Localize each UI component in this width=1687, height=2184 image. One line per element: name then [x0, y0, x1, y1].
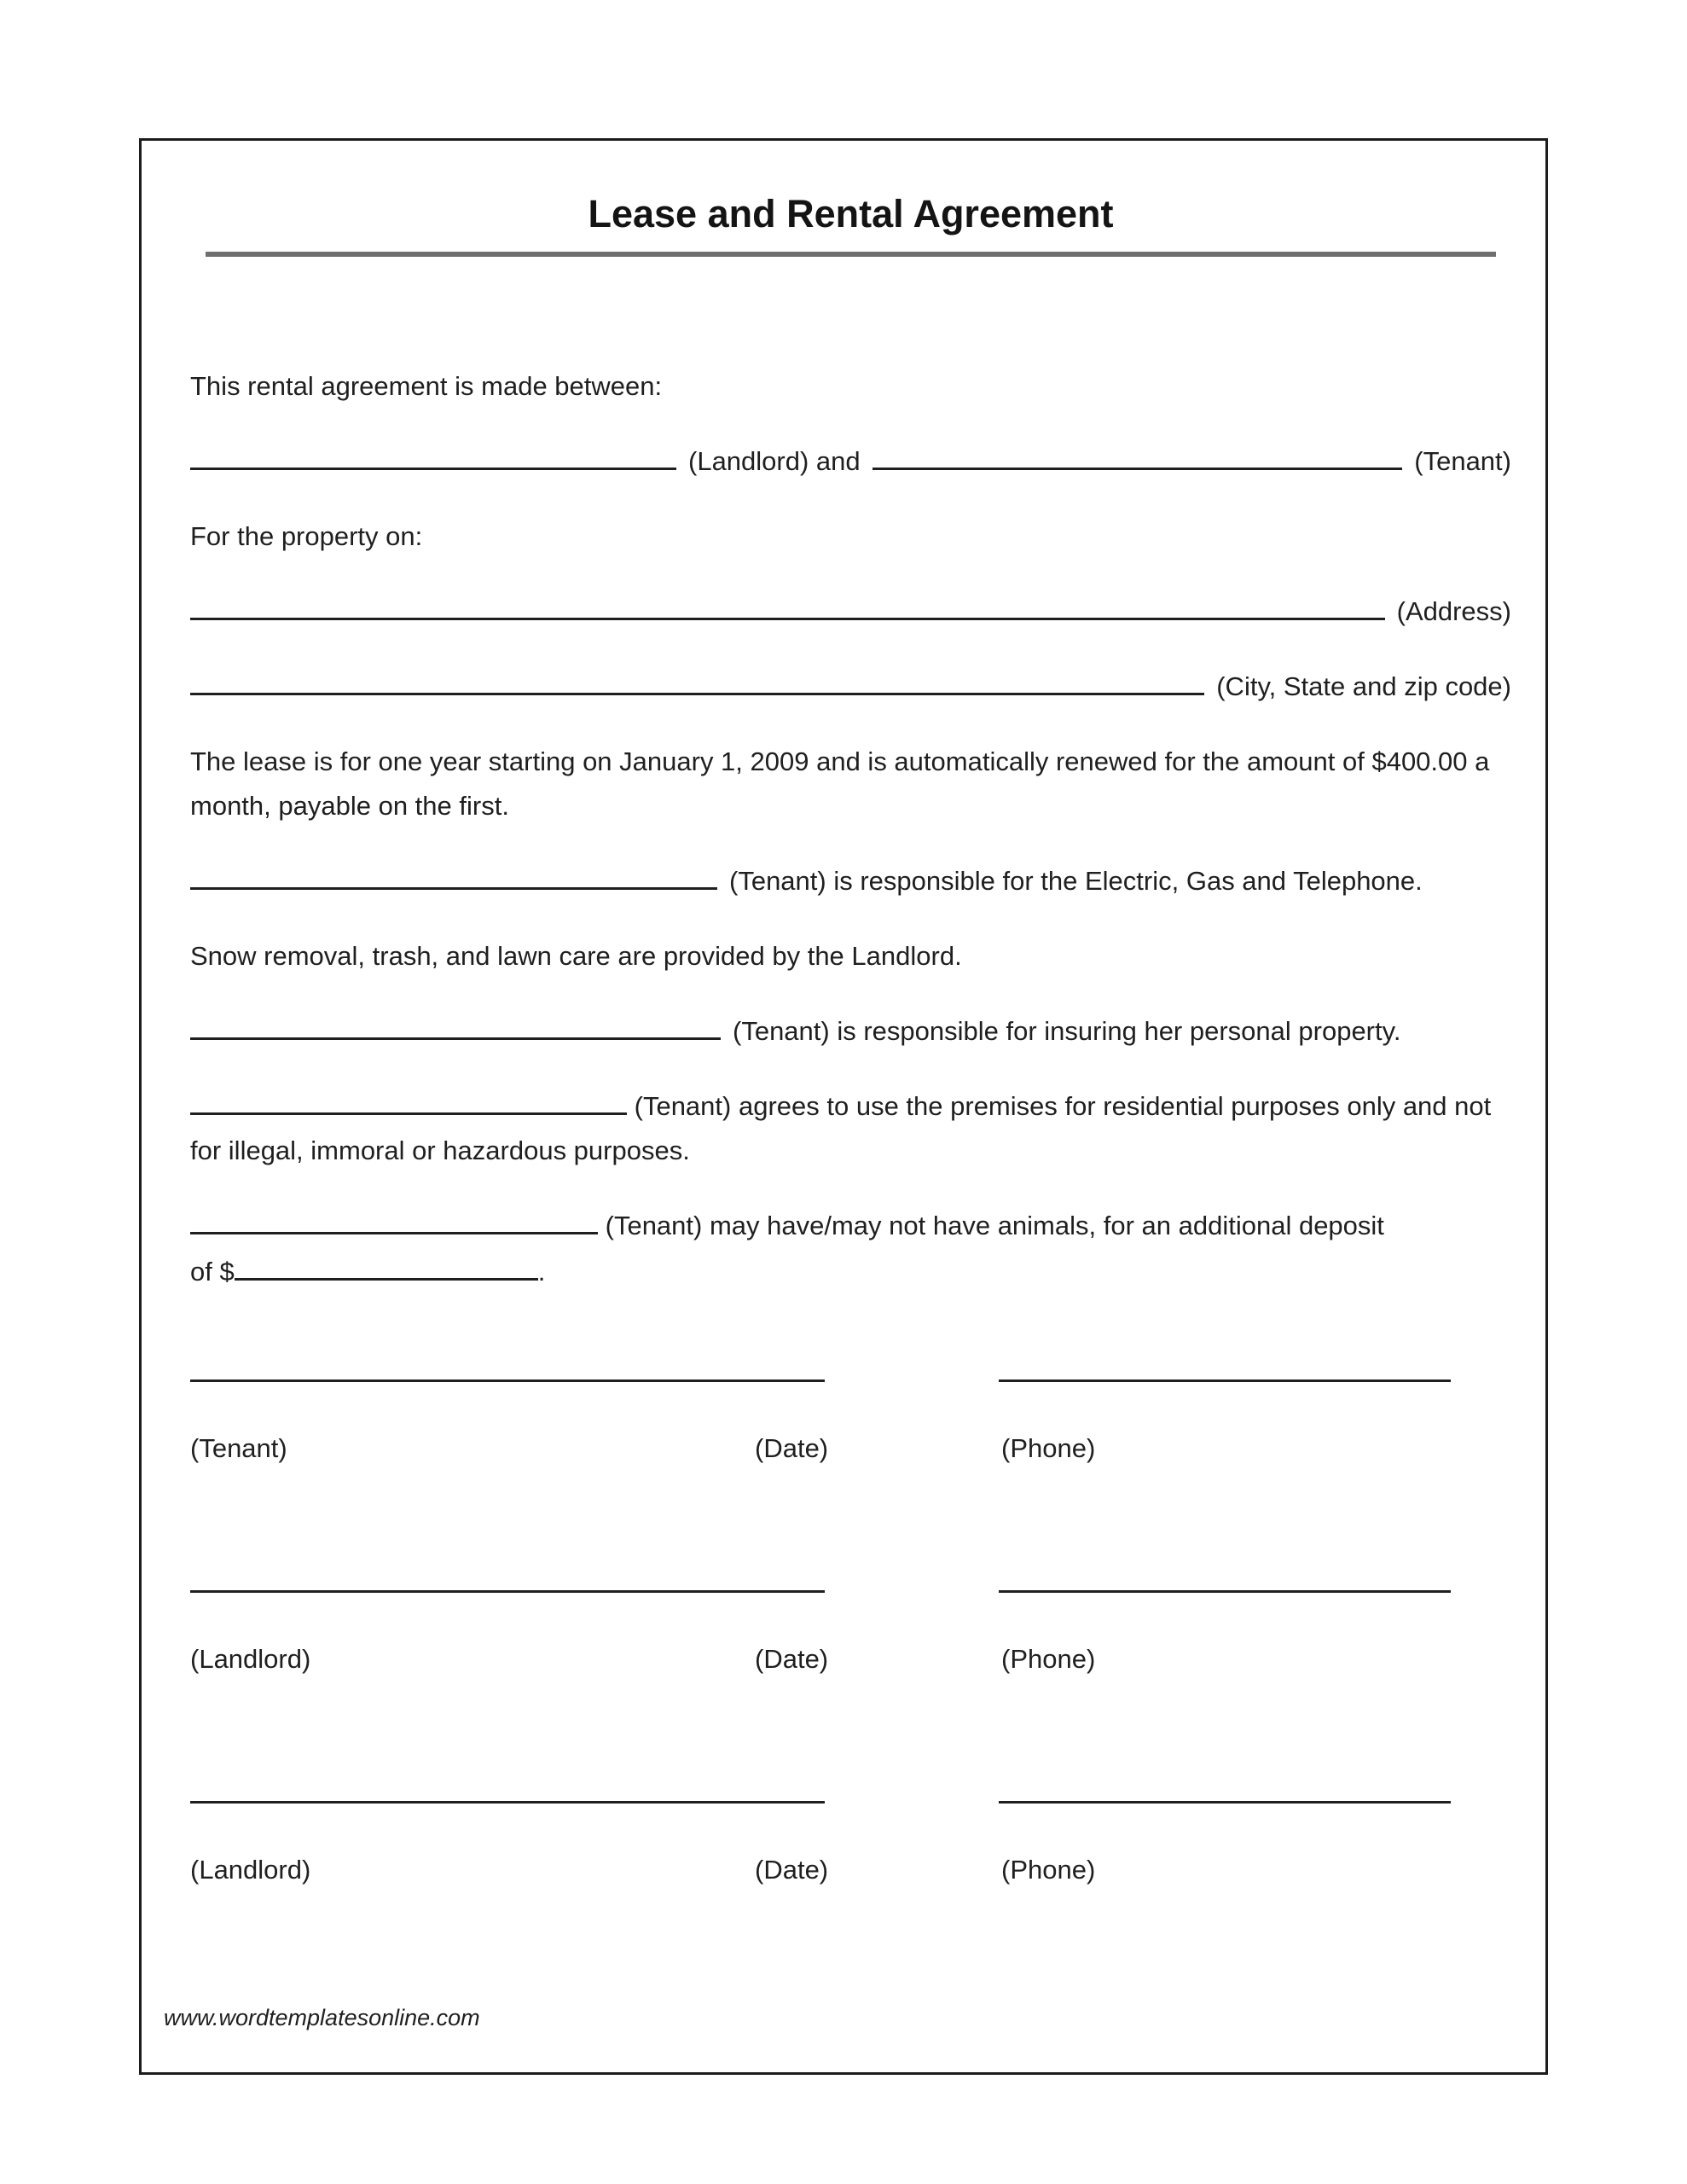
signature-lines [190, 1590, 1511, 1593]
signature-row-tenant [190, 1380, 1511, 1471]
tenant-label: (Tenant) [1414, 446, 1511, 476]
signature-labels [190, 1426, 1511, 1471]
signature-row-landlord-1 [190, 1590, 1511, 1682]
animals-tenant-blank [190, 1206, 598, 1234]
signature-labels [190, 1848, 1511, 1892]
landlord-provides-line: Snow removal, trash, and lawn care are provided by the Landlord. [190, 941, 962, 971]
tenant-name-blank [872, 442, 1403, 470]
phone-label: (Phone) [1001, 1644, 1096, 1674]
landlord-phone-line [999, 1590, 1451, 1593]
date-label: (Date) [755, 1433, 829, 1463]
document-title: Lease and Rental Agreement [588, 192, 1114, 235]
address-blank [190, 592, 1385, 620]
deposit-prefix-text: of $ [190, 1257, 235, 1287]
animals-paragraph [190, 1204, 1511, 1248]
premises-use-paragraph [190, 1084, 1511, 1173]
premises-tenant-blank [190, 1087, 627, 1115]
intro-line: This rental agreement is made between: [190, 371, 663, 401]
city-state-zip-blank [190, 667, 1204, 695]
document-sheet-border [139, 138, 1548, 2075]
date-label: (Date) [755, 1855, 829, 1885]
phone-label: (Phone) [1001, 1433, 1096, 1463]
utilities-line [190, 859, 1511, 903]
lease-terms-paragraph: The lease is for one year starting on January 1, 2009 and is automatically renewed for the amount of $400.00 a month, payable on the first. [190, 746, 1490, 821]
animals-deposit-line [190, 1250, 1511, 1294]
signature-lines [190, 1380, 1511, 1382]
utilities-tenant-blank [190, 862, 717, 890]
title-underline-rule [206, 252, 1496, 257]
deposit-suffix-text: . [537, 1257, 546, 1287]
landlord-phone-line [999, 1801, 1451, 1804]
phone-label: (Phone) [1001, 1855, 1096, 1885]
landlord-name-blank [190, 442, 676, 470]
signature-row-landlord-2 [190, 1801, 1511, 1892]
date-label: (Date) [755, 1644, 829, 1674]
landlord-signature-line [190, 1801, 825, 1804]
landlord-signature-line [190, 1590, 825, 1593]
city-state-zip-line [190, 665, 1511, 709]
footer-website-url: www.wordtemplatesonline.com [164, 2005, 480, 2030]
tenant-signature-line [190, 1380, 825, 1382]
premises-clause-text: (Tenant) agrees to use the premises for residential purposes only and not for illegal, immoral or hazardous purposes. [190, 1091, 1492, 1165]
animals-clause-text: (Tenant) may have/may not have animals, for an additional deposit [605, 1211, 1384, 1240]
landlord-signature-label: (Landlord) [190, 1644, 311, 1674]
city-state-zip-label: (City, State and zip code) [1216, 671, 1511, 701]
signature-section [190, 1380, 1511, 1892]
insurance-line [190, 1009, 1511, 1054]
insurance-clause-text: (Tenant) is responsible for insuring her personal property. [733, 1016, 1401, 1046]
signature-labels [190, 1637, 1511, 1682]
parties-line [190, 439, 1511, 484]
tenant-phone-line [999, 1380, 1451, 1382]
address-line [190, 590, 1511, 634]
utilities-clause-text: (Tenant) is responsible for the Electric, Gas and Telephone. [729, 866, 1423, 896]
tenant-signature-label: (Tenant) [190, 1433, 287, 1463]
signature-lines [190, 1801, 1511, 1804]
landlord-signature-label: (Landlord) [190, 1855, 311, 1885]
address-label: (Address) [1396, 596, 1511, 626]
document-content [190, 192, 1511, 2012]
landlord-label: (Landlord) and [688, 446, 861, 476]
property-label: For the property on: [190, 521, 423, 551]
deposit-amount-blank [235, 1252, 538, 1281]
insurance-tenant-blank [190, 1012, 721, 1040]
